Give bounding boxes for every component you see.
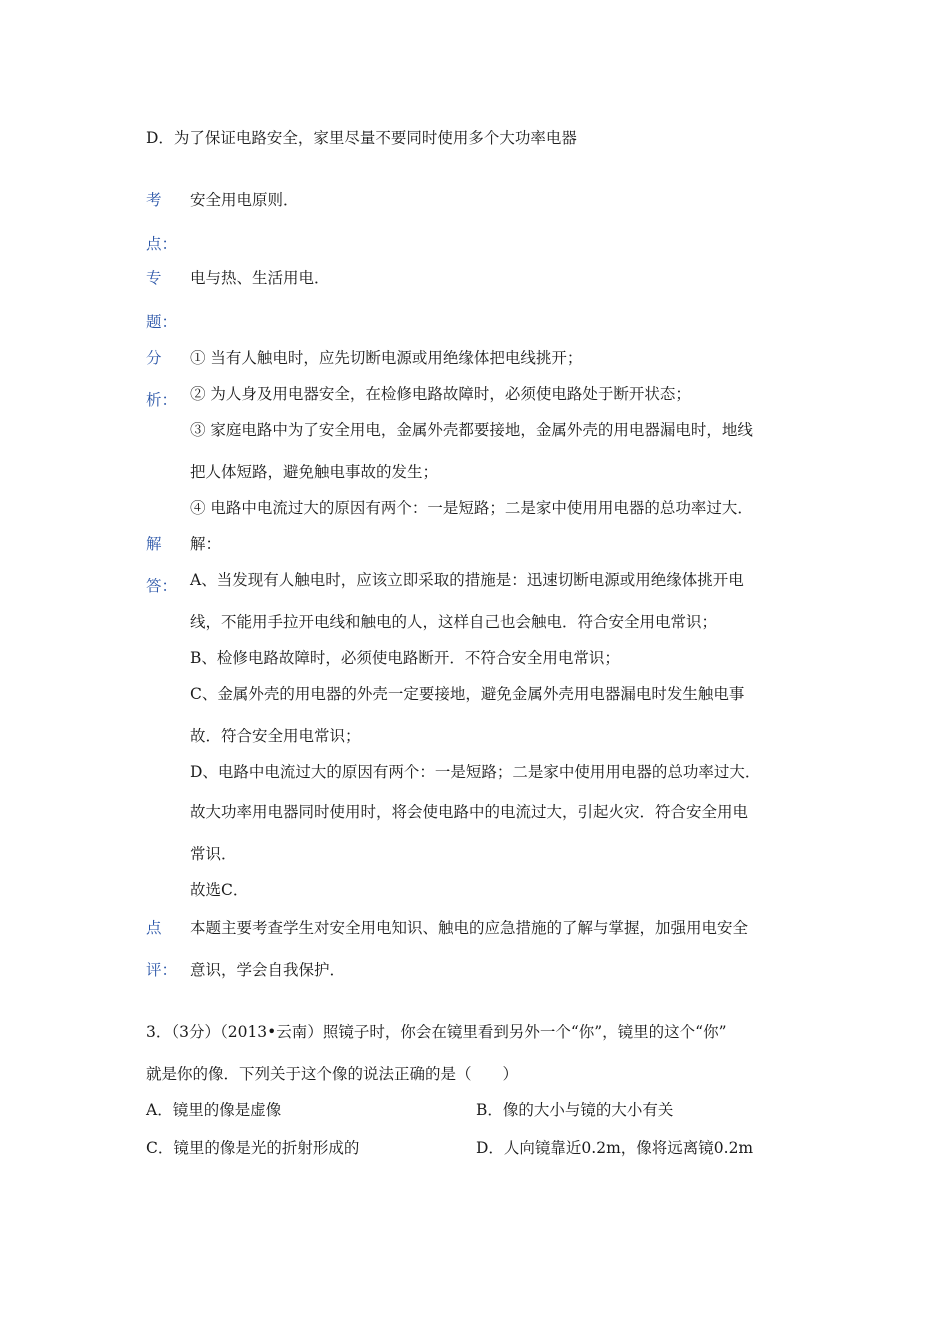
kaodian-label-1: 考 — [146, 191, 162, 209]
question3-option-c: C．镜里的像是光的折射形成的 — [146, 1139, 360, 1157]
fenxi-label-2: 析： — [146, 391, 178, 409]
prev-option-d: D．为了保证电路安全，家里尽量不要同时使用多个大功率电器 — [146, 129, 577, 147]
question3-stem-line2: 就是你的像．下列关于这个像的说法正确的是（ ） — [146, 1065, 519, 1083]
question3-option-d: D．人向镜靠近0.2m，像将远离镜0.2m — [476, 1139, 754, 1157]
jieda-label-2: 答： — [146, 577, 178, 595]
jieda-line: 常识． — [190, 845, 237, 863]
jieda-line: B、检修电路故障时，必须使电路断开．不符合安全用电常识； — [190, 649, 620, 667]
jieda-line: 故选C． — [190, 881, 249, 899]
kaodian-label-2: 点： — [146, 235, 178, 253]
jieda-line: 解： — [190, 535, 222, 553]
dianping-label-2: 评： — [146, 961, 178, 979]
question3-stem-line1: 3．（3分）（2013•云南）照镜子时，你会在镜里看到另外一个“你”，镜里的这个“你” — [146, 1023, 727, 1041]
dianping-label-1: 点 — [146, 919, 162, 937]
dianping-line: 意识，学会自我保护． — [190, 961, 346, 979]
jieda-line: A、当发现有人触电时，应该立即采取的措施是：迅速切断电源或用绝缘体挑开电 — [190, 571, 744, 589]
jieda-line: 故．符合安全用电常识； — [190, 727, 361, 745]
fenxi-line: ② 为人身及用电器安全，在检修电路故障时，必须使电路处于断开状态； — [190, 385, 691, 403]
zhuanti-label-2: 题： — [146, 313, 178, 331]
jieda-label-1: 解 — [146, 535, 162, 553]
zhuanti-label-1: 专 — [146, 269, 162, 287]
jieda-line: D、电路中电流过大的原因有两个：一是短路；二是家中使用用电器的总功率过大． — [190, 763, 761, 781]
jieda-line: 线，不能用手拉开电线和触电的人，这样自己也会触电．符合安全用电常识； — [190, 613, 718, 631]
question3-option-a: A．镜里的像是虚像 — [146, 1101, 282, 1119]
zhuanti-text: 电与热、生活用电． — [190, 269, 330, 287]
fenxi-line: ③ 家庭电路中为了安全用电，金属外壳都要接地，金属外壳的用电器漏电时，地线 — [190, 421, 753, 439]
jieda-line: C、金属外壳的用电器的外壳一定要接地，避免金属外壳用电器漏电时发生触电事 — [190, 685, 745, 703]
question3-option-b: B．像的大小与镜的大小有关 — [476, 1101, 674, 1119]
fenxi-line: 把人体短路，避免触电事故的发生； — [190, 463, 439, 481]
fenxi-line: ④ 电路中电流过大的原因有两个：一是短路；二是家中使用用电器的总功率过大． — [190, 499, 753, 517]
jieda-line: 故大功率用电器同时使用时，将会使电路中的电流过大，引起火灾．符合安全用电 — [190, 803, 749, 821]
fenxi-line: ① 当有人触电时，应先切断电源或用绝缘体把电线挑开； — [190, 349, 583, 367]
kaodian-text: 安全用电原则． — [190, 191, 299, 209]
dianping-line: 本题主要考查学生对安全用电知识、触电的应急措施的了解与掌握，加强用电安全 — [190, 919, 749, 937]
fenxi-label-1: 分 — [146, 349, 162, 367]
